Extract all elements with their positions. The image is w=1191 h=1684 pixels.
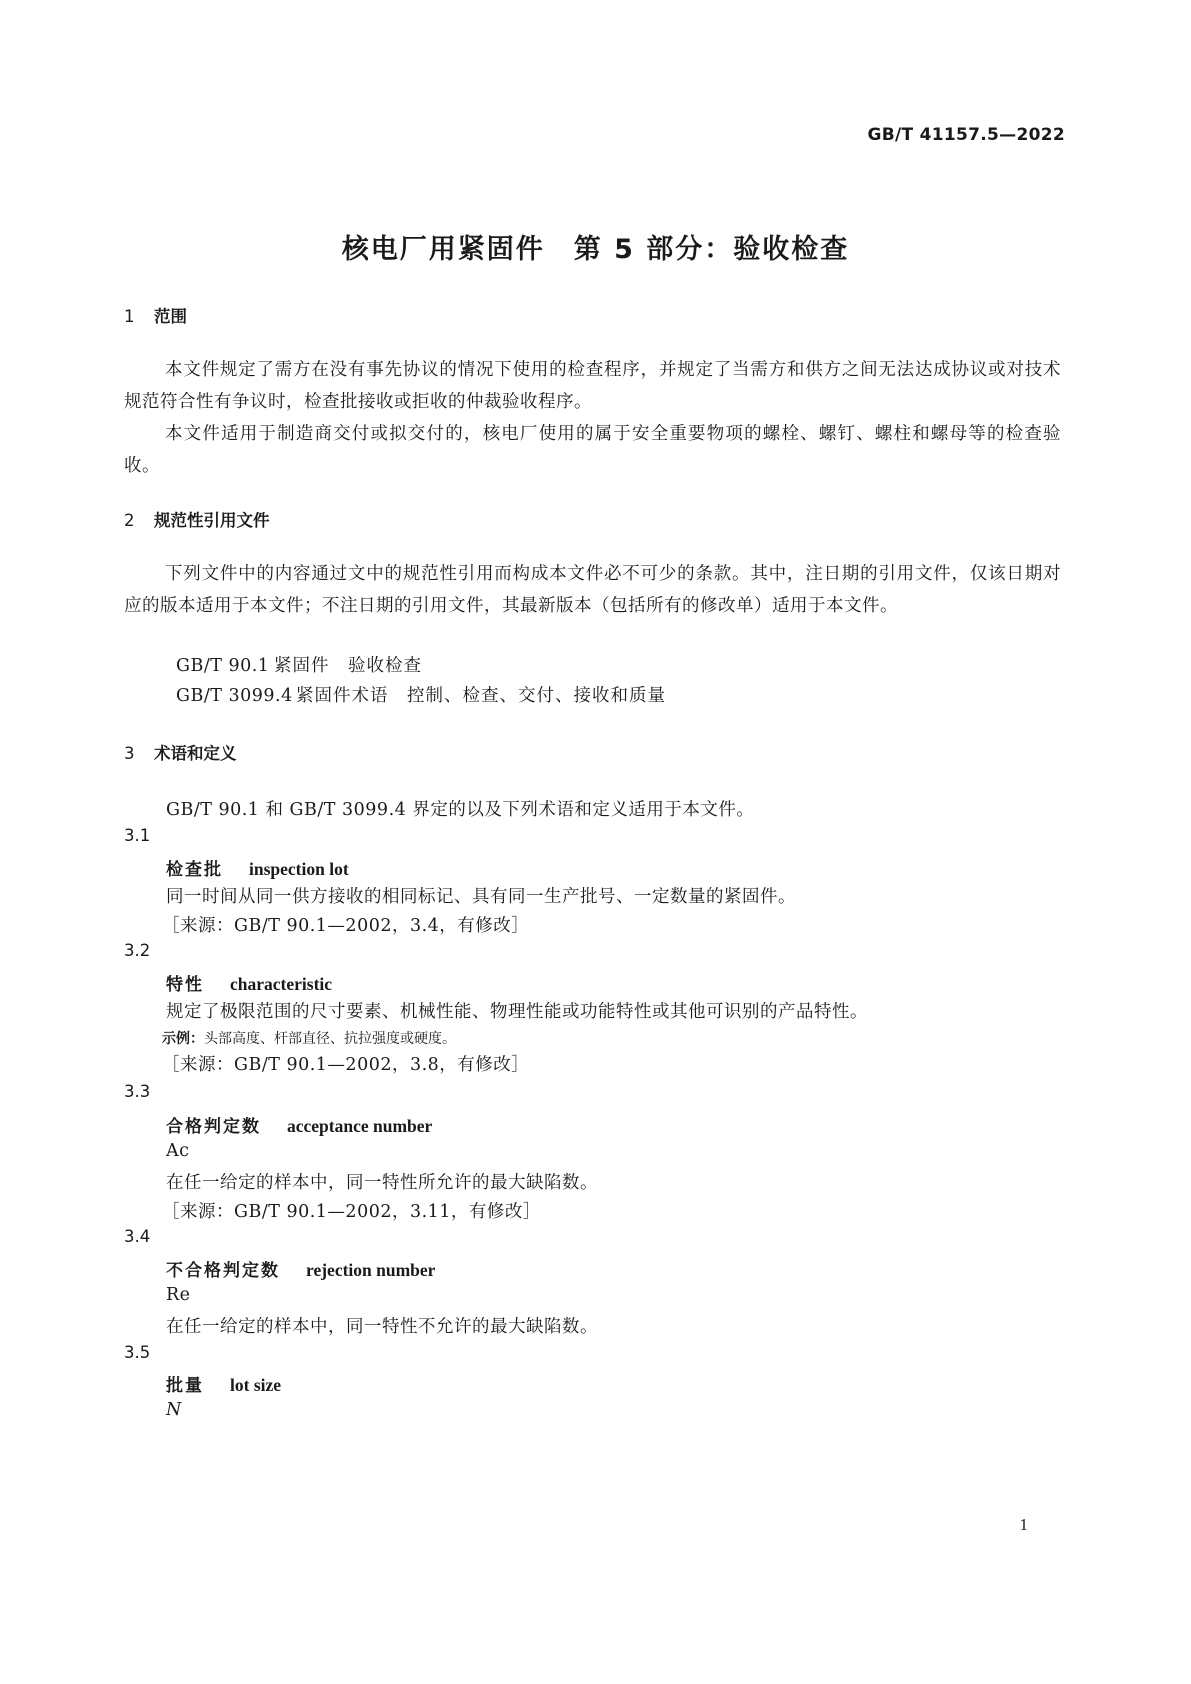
clause-number: 3.5	[124, 1343, 151, 1362]
clause-number: 3.4	[124, 1227, 151, 1246]
term-source: ［来源：GB/T 90.1—2002，3.8，有修改］	[162, 1055, 530, 1075]
reference-title: 紧固件 验收检查	[274, 656, 422, 676]
term-entry	[166, 855, 349, 880]
term-chinese: 批量	[166, 1376, 204, 1396]
section-number: 1	[124, 307, 135, 326]
term-entry	[166, 1112, 432, 1137]
term-chinese: 不合格判定数	[166, 1261, 280, 1281]
term-chinese: 特性	[166, 975, 204, 995]
term-entry	[166, 1371, 281, 1396]
reference-code: GB/T 90.1	[176, 656, 270, 676]
clause-number: 3.3	[124, 1082, 151, 1101]
reference-item	[176, 652, 422, 677]
term-english: acceptance number	[287, 1116, 433, 1136]
terms-intro: GB/T 90.1 和 GB/T 3099.4 界定的以及下列术语和定义适用于本文件。	[166, 800, 755, 820]
term-english: characteristic	[230, 974, 333, 994]
document-id: GB/T 41157.5—2022	[867, 125, 1065, 145]
section-title: 术语和定义	[154, 744, 237, 763]
term-chinese: 合格判定数	[166, 1117, 261, 1137]
reference-title: 紧固件术语 控制、检查、交付、接收和质量	[296, 686, 666, 706]
scope-paragraph-1: 本文件规定了需方在没有事先协议的情况下使用的检查程序，并规定了当需方和供方之间无法达成协议或对技术规范符合性有争议时，检查批接收或拒收的仲裁验收程序。	[124, 360, 1061, 412]
term-english: inspection lot	[249, 859, 349, 879]
term-symbol: N	[166, 1400, 182, 1420]
term-definition: 同一时间从同一供方接收的相同标记、具有同一生产批号、一定数量的紧固件。	[166, 887, 796, 907]
page-number: 1	[1019, 1515, 1028, 1534]
normative-paragraph: 下列文件中的内容通过文中的规范性引用而构成本文件必不可少的条款。其中，注日期的引用文件，仅该日期对应的版本适用于本文件；不注日期的引用文件，其最新版本（包括所有的修改单）适用于本文件。	[124, 564, 1061, 616]
term-definition: 在任一给定的样本中，同一特性不允许的最大缺陷数。	[166, 1317, 598, 1337]
term-entry	[166, 1256, 435, 1281]
term-definition: 在任一给定的样本中，同一特性所允许的最大缺陷数。	[166, 1173, 598, 1193]
example-text: 头部高度、杆部直径、抗拉强度或硬度。	[204, 1031, 456, 1047]
page-title: 核电厂用紧固件 第 5 部分：验收检查	[341, 234, 850, 265]
term-source: ［来源：GB/T 90.1—2002，3.11，有修改］	[162, 1202, 541, 1222]
term-english: rejection number	[306, 1260, 436, 1280]
section-heading-normative	[124, 507, 270, 531]
section-title: 规范性引用文件	[154, 511, 270, 530]
term-example	[162, 1028, 456, 1048]
clause-number: 3.1	[124, 826, 151, 845]
term-english: lot size	[230, 1375, 282, 1395]
section-number: 2	[124, 511, 135, 530]
term-chinese: 检查批	[166, 860, 223, 880]
term-symbol: Ac	[166, 1141, 190, 1161]
term-definition: 规定了极限范围的尺寸要素、机械性能、物理性能或功能特性或其他可识别的产品特性。	[166, 1002, 868, 1022]
section-heading-terms	[124, 740, 237, 764]
clause-number: 3.2	[124, 941, 151, 960]
term-entry	[166, 970, 332, 995]
term-symbol: Re	[166, 1285, 191, 1305]
term-source: ［来源：GB/T 90.1—2002，3.4，有修改］	[162, 916, 530, 936]
reference-item	[176, 682, 666, 707]
section-title: 范围	[154, 307, 187, 326]
section-heading-scope	[124, 303, 187, 327]
section-number: 3	[124, 744, 135, 763]
example-label: 示例：	[162, 1031, 204, 1047]
scope-paragraph-2: 本文件适用于制造商交付或拟交付的，核电厂使用的属于安全重要物项的螺栓、螺钉、螺柱和螺母等的检查验收。	[124, 424, 1061, 476]
reference-code: GB/T 3099.4	[176, 686, 293, 706]
